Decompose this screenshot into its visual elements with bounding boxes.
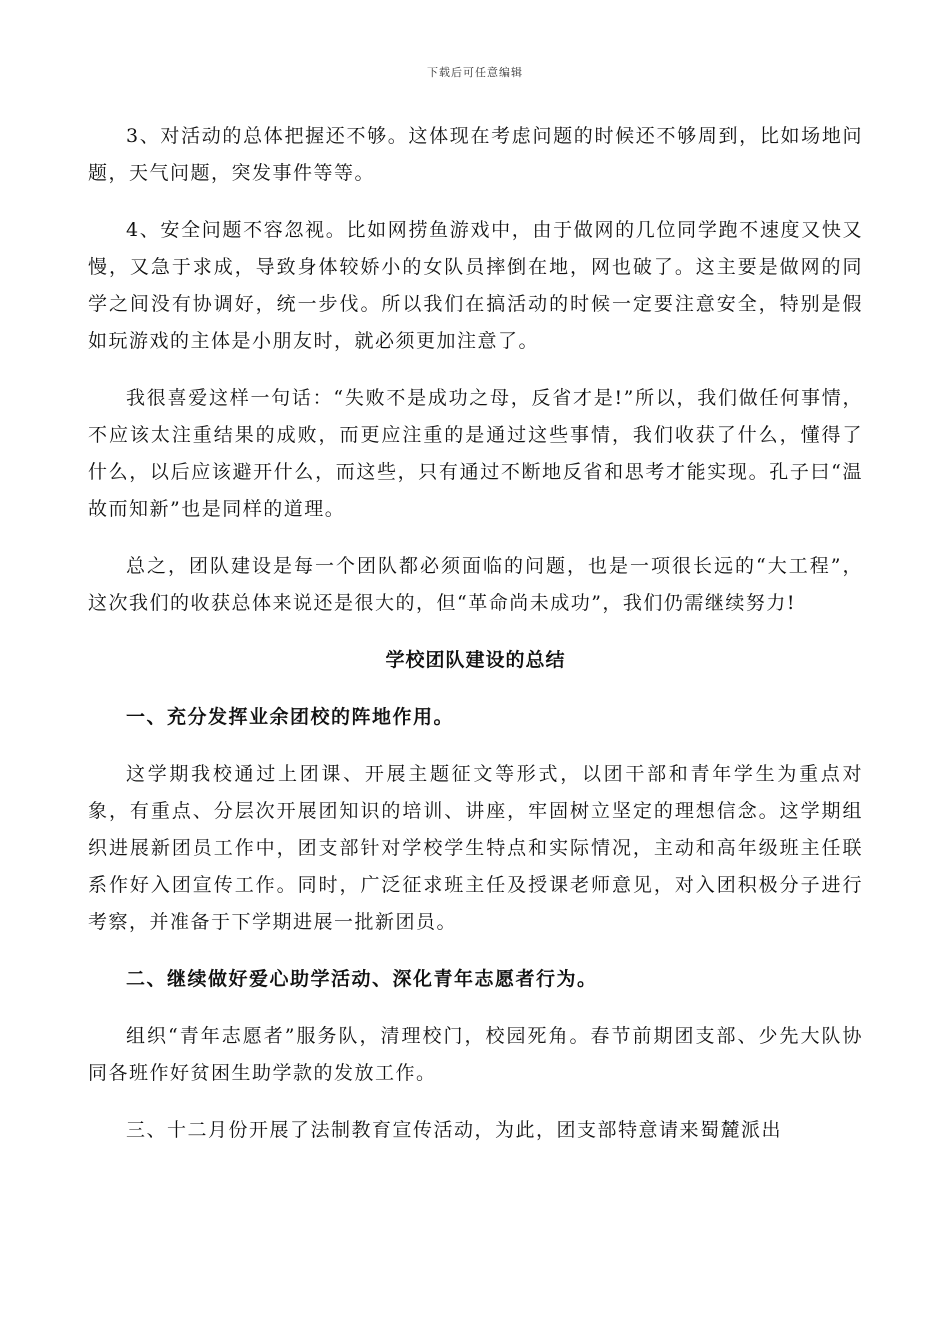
heading-two: 二、继续做好爱心助学活动、深化青年志愿者行为。: [126, 968, 598, 990]
heading-one: 一、充分发挥业余团校的阵地作用。: [126, 706, 455, 728]
paragraph-summary: 总之，团队建设是每一个团队都必须面临的问题，也是一项很长远的“大工程”，这次我们的收获总体来说还是很大的，但“革命尚未成功”，我们仍需继续努力!: [88, 555, 863, 614]
paragraph-point-4: 4、安全问题不容忽视。比如网捞鱼游戏中，由于做网的几位同学跑不速度又快又慢，又急于求成，导致身体较娇小的女队员摔倒在地，网也破了。这主要是做网的同学之间没有协调好，统一步伐。所以我们在搞活动的时候一定要注意安全，特别是假如玩游戏的主体是小朋友时，就必须更加注意了。: [88, 219, 863, 352]
paragraph-point-3: 3、对活动的总体把握还不够。这体现在考虑问题的时候还不够周到，比如场地问题，天气问题，突发事件等等。: [88, 125, 863, 184]
paragraph-heading-one: 这学期我校通过上团课、开展主题征文等形式，以团干部和青年学生为重点对象，有重点、分层次开展团知识的培训、讲座，牢固树立坚定的理想信念。这学期组织进展新团员工作中，团支部针对学校学生特点和实际情况，主动和高年级班主任联系作好入团宣传工作。同时，广泛征求班主任及授课老师意见，对入团积极分子进行考察，并准备于下学期进展一批新团员。: [88, 763, 863, 933]
paragraph-reflection: 我很喜爱这样一句话：“失败不是成功之母，反省才是!”所以，我们做任何事情，不应该太注重结果的成败，而更应注重的是通过这些事情，我们收获了什么，懂得了什么，以后应该避开什么，而这些，只有通过不断地反省和思考才能实现。孔子曰“温故而知新”也是同样的道理。: [88, 387, 863, 520]
section-title: 学校团队建设的总结: [385, 649, 566, 671]
page-header-note: 下载后可任意编辑: [427, 66, 523, 79]
paragraph-heading-two: 组织“青年志愿者”服务队，清理校门，校园死角。春节前期团支部、少先大队协同各班作好贫困生助学款的发放工作。: [88, 1025, 863, 1084]
paragraph-heading-three-start: 三、十二月份开展了法制教育宣传活动，为此，团支部特意请来蜀麓派出: [126, 1119, 783, 1141]
document-body: [88, 118, 863, 1169]
